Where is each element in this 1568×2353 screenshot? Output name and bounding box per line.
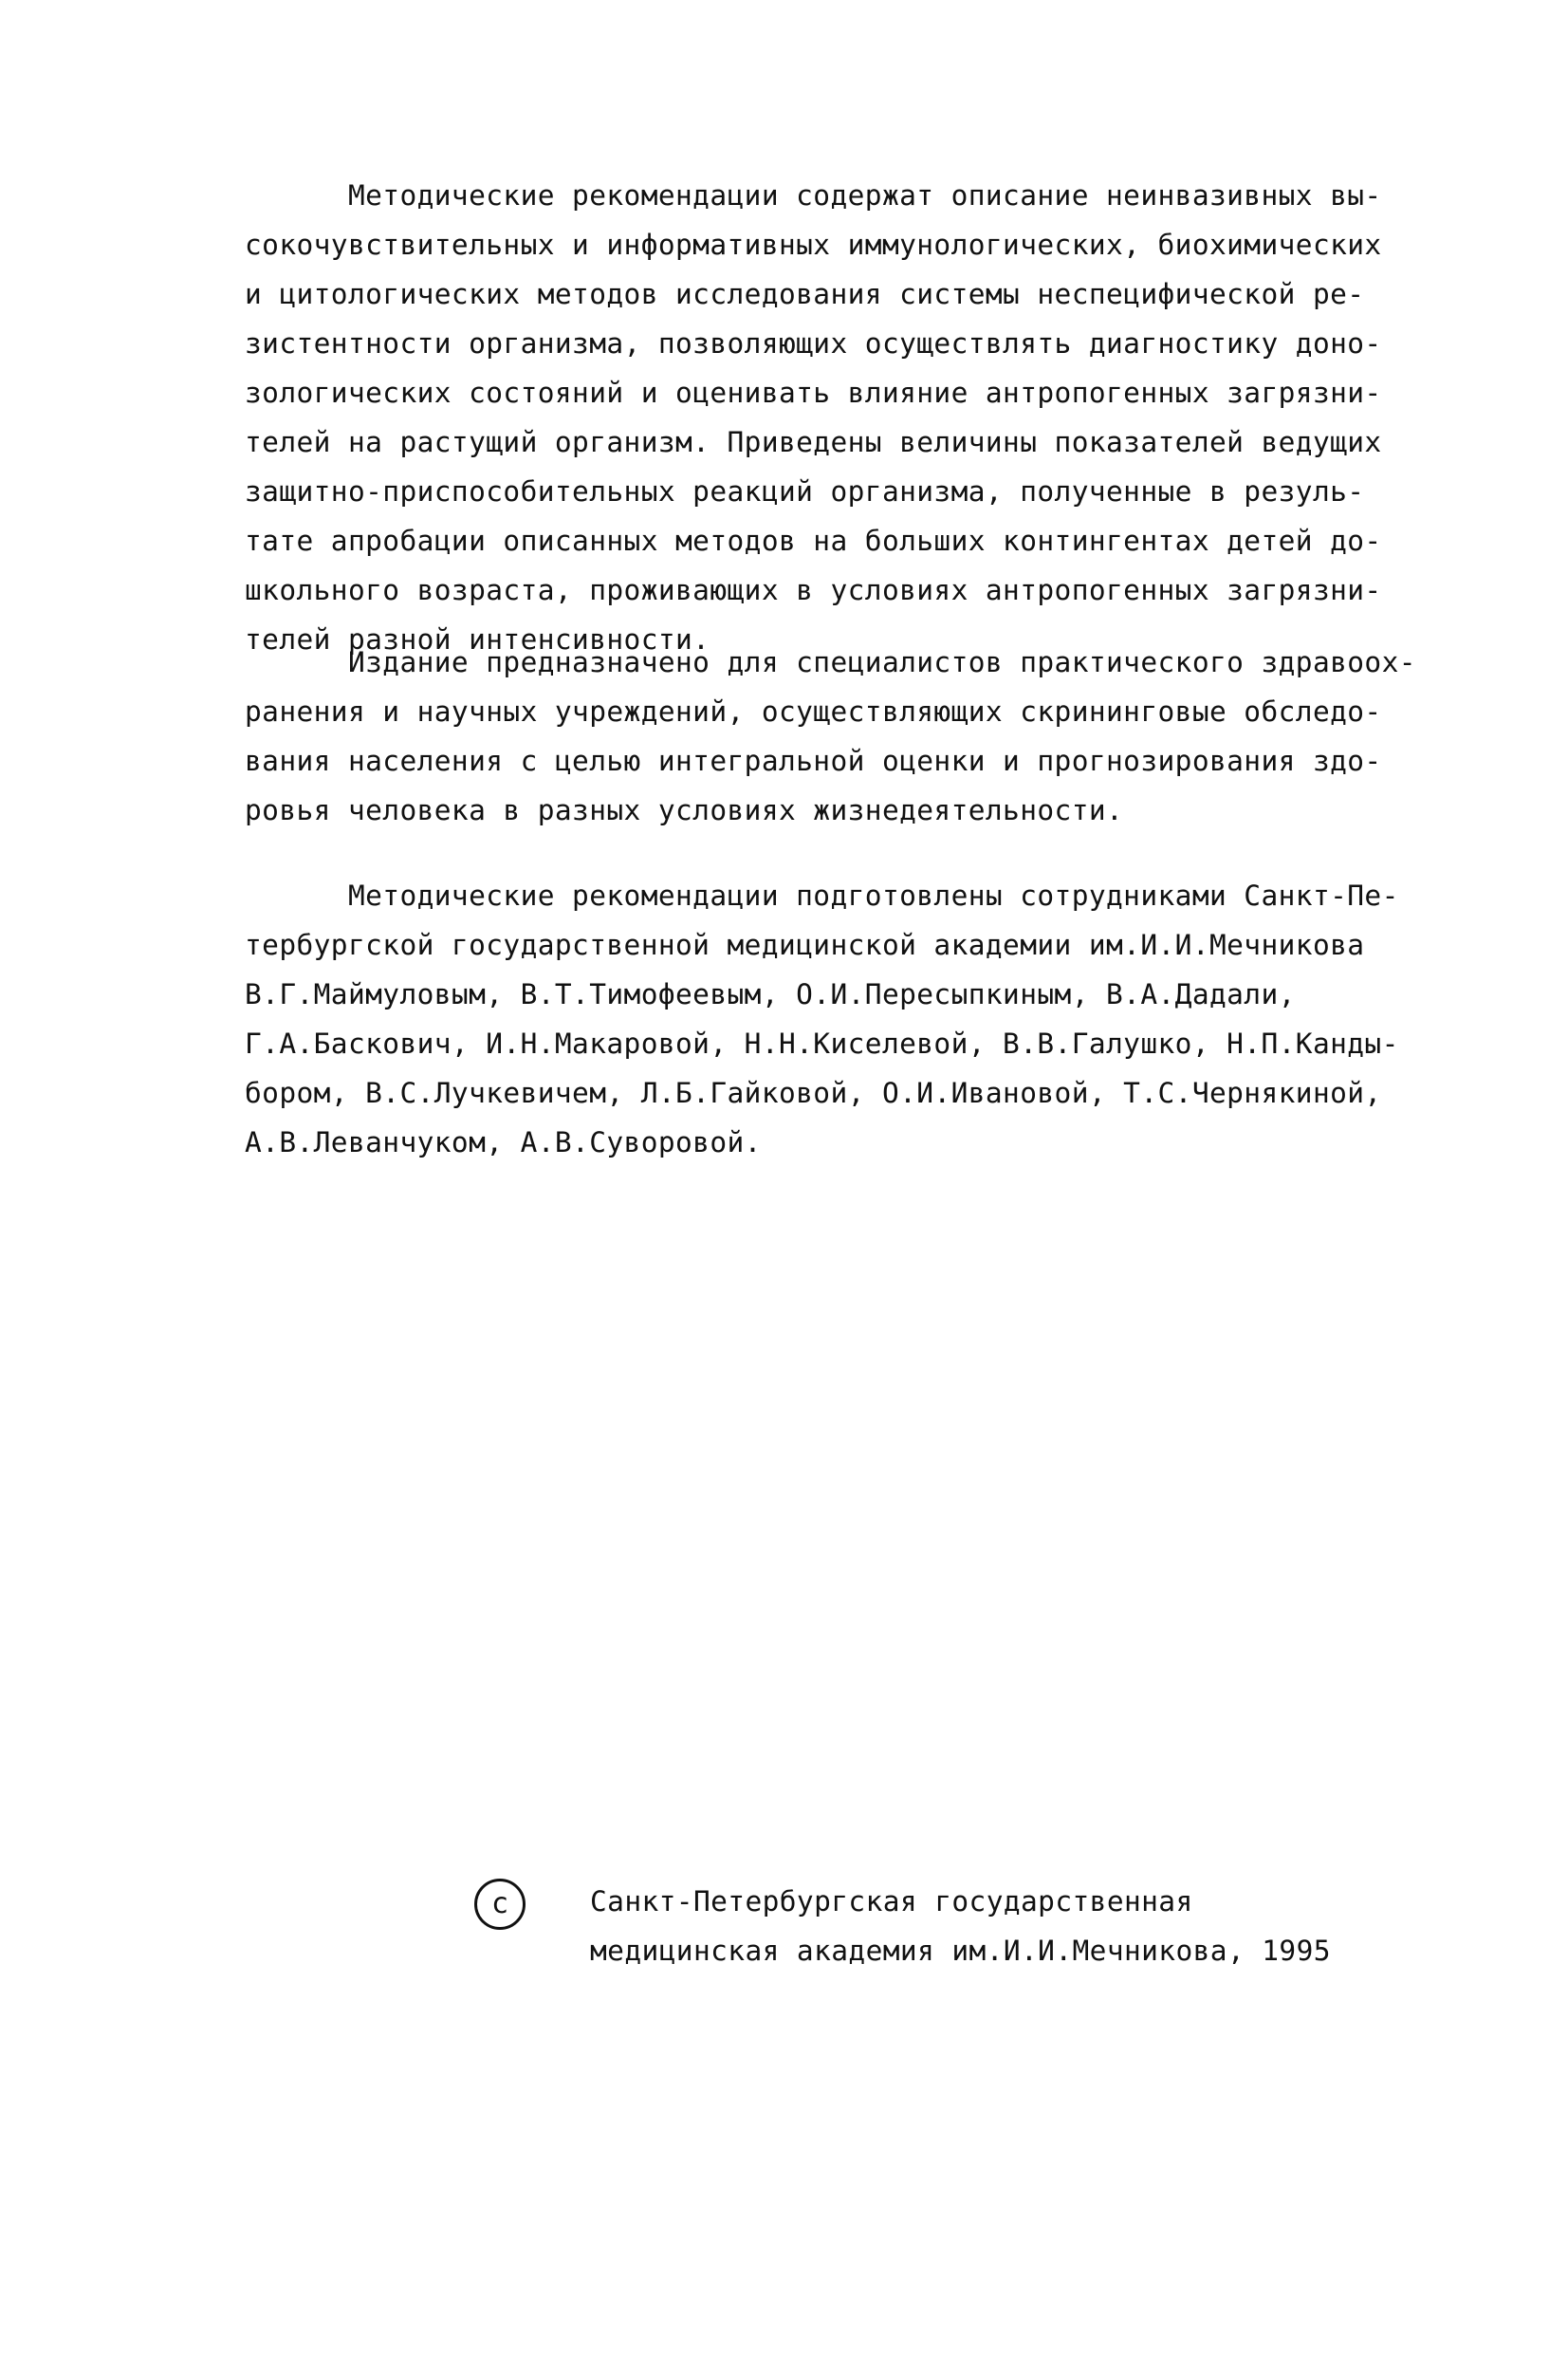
abstract-line: и цитологических методов исследования системы неспецифической ре-: [245, 278, 1365, 310]
abstract-line: телей разной интенсивности.: [245, 623, 710, 656]
copyright-holder-year-line: медицинская академия им.И.И.Мечникова, 1995: [590, 1935, 1331, 1967]
abstract-paragraph: [245, 171, 1421, 664]
authors-line: Методические рекомендации подготовлены сотрудниками Санкт-Пе-: [245, 880, 1399, 912]
abstract-line: защитно-приспособительных реакций организма, полученные в резуль-: [245, 475, 1365, 508]
purpose-line: ранения и научных учреждений, осуществляющих скрининговые обследо-: [245, 695, 1382, 728]
copyright-text: [590, 1877, 1331, 1975]
abstract-line: школьного возраста, проживающих в условиях антропогенных загрязни-: [245, 574, 1382, 606]
authors-line: Г.А.Баскович, И.Н.Макаровой, Н.Н.Киселевой, В.В.Галушко, Н.П.Канды-: [245, 1028, 1399, 1060]
copyright-holder-line: Санкт-Петербургская государственная: [590, 1885, 1193, 1918]
authors-paragraph: [245, 871, 1421, 1167]
abstract-line: зологических состояний и оценивать влияние антропогенных загрязни-: [245, 377, 1382, 409]
purpose-line: ровья человека в разных условиях жизнедеятельности.: [245, 794, 1124, 826]
abstract-line: телей на растущий организм. Приведены величины показателей ведущих: [245, 426, 1382, 458]
purpose-line: Издание предназначено для специалистов практического здравоох-: [245, 646, 1416, 678]
abstract-line: зистентности организма, позволяющих осуществлять диагностику доно-: [245, 327, 1382, 360]
abstract-line: тате апробации описанных методов на больших контингентах детей до-: [245, 525, 1382, 557]
purpose-line: вания населения с целью интегральной оценки и прогнозирования здо-: [245, 745, 1382, 777]
authors-line: А.В.Леванчуком, А.В.Суворовой.: [245, 1126, 762, 1158]
authors-line: В.Г.Маймуловым, В.Т.Тимофеевым, О.И.Пересыпкиным, В.А.Дадали,: [245, 978, 1296, 1010]
copyright-notice: [474, 1879, 1470, 1992]
abstract-line: сокочувствительных и информативных иммунологических, биохимических: [245, 229, 1382, 261]
authors-line: бором, В.С.Лучкевичем, Л.Б.Гайковой, О.И.Ивановой, Т.С.Чернякиной,: [245, 1077, 1382, 1109]
abstract-line: Методические рекомендации содержат описание неинвазивных вы-: [245, 179, 1382, 212]
copyright-icon: c: [474, 1879, 526, 1930]
purpose-paragraph: [245, 638, 1421, 835]
authors-line: тербургской государственной медицинской академии им.И.И.Мечникова: [245, 929, 1365, 961]
